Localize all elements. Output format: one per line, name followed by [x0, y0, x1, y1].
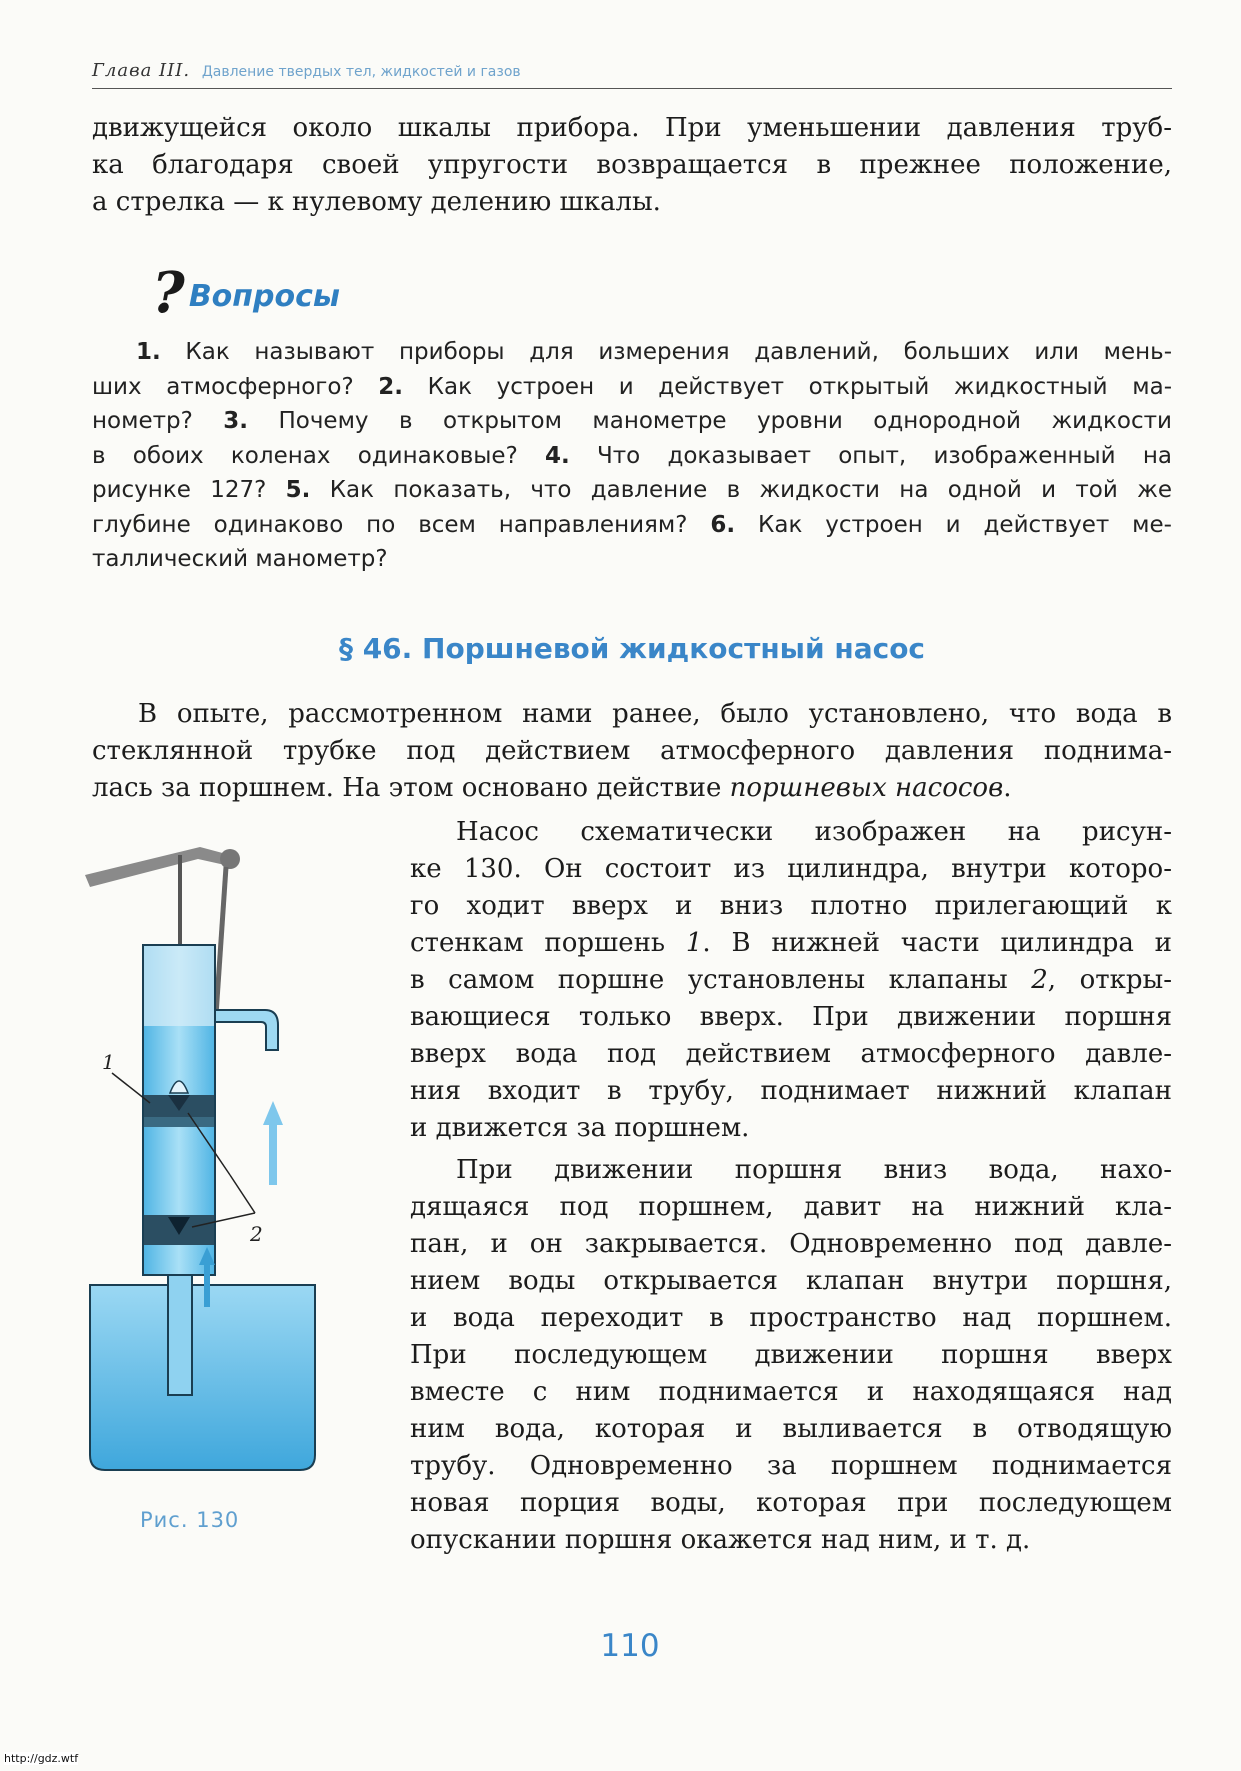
question-mark-icon: ?: [152, 260, 185, 326]
text-segment: ших атмосферного?: [92, 373, 379, 400]
text-segment: нометр?: [92, 408, 224, 434]
question-number: 5.: [285, 477, 311, 503]
text-line: [92, 370, 1172, 405]
text-line: [92, 147, 1172, 184]
text-segment: лась за поршнем. На этом основано действие: [92, 773, 730, 803]
text-line: [410, 814, 1172, 851]
text-segment: вверх вода под действием атмосферного давле-: [410, 1039, 1172, 1069]
text-segment: , откры-: [1047, 965, 1172, 995]
text-segment: Как показать, что давление в жидкости на одной и той же: [310, 477, 1172, 503]
emphasis: поршневых насосов: [729, 773, 1004, 803]
text-line: [410, 888, 1172, 925]
text-line: [410, 851, 1172, 888]
text-line: [410, 1189, 1172, 1226]
text-line: [92, 473, 1172, 508]
header-rule: [92, 88, 1172, 89]
text-segment: При последующем движении поршня вверх: [410, 1340, 1172, 1370]
text-segment: ка благодаря своей упругости возвращается в прежнее положение,: [92, 150, 1172, 180]
text-segment: Что доказывает опыт, изображенный на: [569, 442, 1172, 469]
text-segment: дящаяся под поршнем, давит на нижний кла-: [410, 1192, 1172, 1222]
text-segment: . В нижней части цилиндра и: [702, 928, 1172, 958]
text-segment: Как называют приборы для измерения давлений, больших или мень-: [160, 339, 1172, 365]
figure-caption: Рис. 130: [140, 1508, 240, 1532]
emphasis: 2: [1031, 965, 1048, 995]
paragraph-3: [410, 1152, 1172, 1559]
text-segment: Почему в открытом манометре уровни однородной жидкости: [248, 408, 1172, 434]
text-segment: ним вода, которая и выливается в отводящую: [410, 1414, 1172, 1444]
text-line: [92, 770, 1172, 807]
question-number: 6.: [710, 511, 736, 538]
text-line: [410, 925, 1172, 962]
paragraph-heading: § 46. Поршневой жидкостный насос: [338, 632, 926, 665]
chapter-label: Глава III.: [92, 60, 191, 81]
text-segment: в обоих коленах одинаковые?: [92, 442, 546, 469]
text-segment: ния входит в трубу, поднимает нижний клапан: [410, 1076, 1172, 1106]
text-segment: .: [1003, 773, 1012, 803]
text-segment: рисунке 127?: [92, 477, 286, 503]
text-line: [410, 1485, 1172, 1522]
text-segment: Как устроен и действует ме-: [735, 511, 1172, 538]
text-segment: ке 130. Он состоит из цилиндра, внутри которо-: [410, 854, 1172, 884]
watermark-link[interactable]: http://gdz.wtf: [4, 1752, 79, 1765]
text-segment: движущейся около шкалы прибора. При уменьшении давления труб-: [92, 113, 1172, 143]
text-segment: го ходит вверх и вниз плотно прилегающий к: [410, 891, 1172, 921]
text-line: [92, 335, 1172, 370]
text-segment: и вода переходит в пространство над поршнем.: [410, 1303, 1172, 1333]
text-segment: Как устроен и действует открытый жидкостный ма-: [403, 373, 1172, 400]
label-valves: 2: [250, 1222, 263, 1246]
text-segment: таллический манометр?: [92, 546, 388, 572]
text-segment: в самом поршне установлены клапаны: [410, 965, 1032, 995]
text-segment: глубине одинаково по всем направлениям?: [92, 511, 711, 538]
text-segment: Насос схематически изображен на рисун-: [456, 817, 1172, 847]
text-line: [410, 1110, 1172, 1147]
questions-title: Вопросы: [188, 279, 341, 314]
text-line: [410, 1411, 1172, 1448]
text-segment: а стрелка — к нулевому делению шкалы.: [92, 187, 661, 217]
text-line: [92, 508, 1172, 543]
question-number: 2.: [378, 373, 404, 400]
text-segment: стеклянной трубке под действием атмосферного давления поднима-: [92, 736, 1172, 766]
text-line: [92, 696, 1172, 733]
text-line: [92, 184, 1172, 221]
label-piston: 1: [102, 1050, 115, 1074]
water-tank: [90, 1285, 315, 1470]
question-number: 3.: [223, 408, 249, 434]
question-number: 1.: [136, 339, 161, 365]
intro-text: [92, 110, 1172, 221]
text-line: [410, 1152, 1172, 1189]
text-line: [410, 1522, 1172, 1559]
questions-text: [92, 335, 1172, 577]
chapter-section-title: Давление твердых тел, жидкостей и газов: [201, 64, 521, 80]
text-line: [410, 999, 1172, 1036]
pump-figure: [80, 845, 380, 1485]
text-line: [92, 439, 1172, 474]
running-head: [92, 58, 1172, 84]
lower-valve: [144, 1215, 214, 1245]
text-line: [92, 542, 1172, 577]
text-segment: пан, и он закрывается. Одновременно под давле-: [410, 1229, 1172, 1259]
text-segment: вместе с ним поднимается и находящаяся над: [410, 1377, 1172, 1407]
text-line: [410, 962, 1172, 999]
page-number: 110: [600, 1628, 660, 1664]
text-segment: и движется за поршнем.: [410, 1113, 750, 1143]
text-line: [410, 1263, 1172, 1300]
text-segment: нием воды открывается клапан внутри поршня,: [410, 1266, 1172, 1296]
paragraph-2: [410, 814, 1172, 1147]
paragraph-1: [92, 696, 1172, 807]
question-number: 4.: [545, 442, 570, 469]
emphasis: 1: [685, 928, 703, 958]
text-line: [410, 1300, 1172, 1337]
text-line: [410, 1448, 1172, 1485]
text-segment: стенкам поршень: [410, 928, 686, 958]
text-segment: При движении поршня вниз вода, нахо-: [456, 1155, 1172, 1185]
text-segment: трубу. Одновременно за поршнем поднимается: [410, 1451, 1172, 1481]
text-line: [410, 1337, 1172, 1374]
text-line: [92, 733, 1172, 770]
text-line: [92, 110, 1172, 147]
text-segment: новая порция воды, которая при последующем: [410, 1488, 1172, 1518]
text-segment: вающиеся только вверх. При движении поршня: [410, 1002, 1172, 1032]
text-line: [92, 404, 1172, 439]
text-segment: В опыте, рассмотренном нами ранее, было установлено, что вода в: [138, 699, 1172, 729]
text-line: [410, 1374, 1172, 1411]
text-line: [410, 1036, 1172, 1073]
questions-heading: [152, 260, 341, 326]
text-line: [410, 1073, 1172, 1110]
text-segment: опускании поршня окажется над ним, и т. д.: [410, 1525, 1031, 1555]
text-line: [410, 1226, 1172, 1263]
